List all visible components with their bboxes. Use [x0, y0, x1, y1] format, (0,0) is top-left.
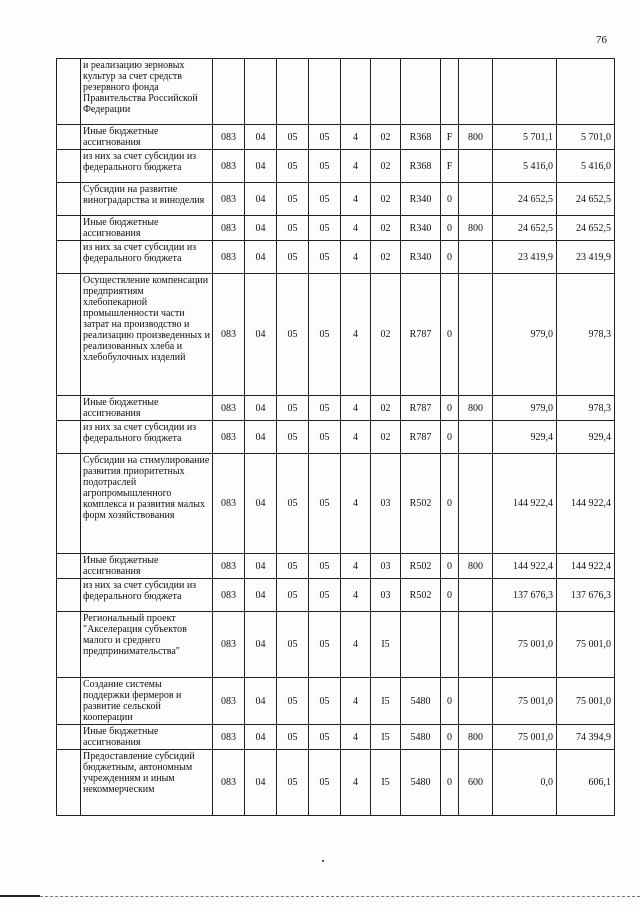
table-row: [57, 59, 615, 125]
row-code-cell-c9: [459, 454, 493, 554]
row-amount-cell-v1: 979,0: [493, 274, 557, 396]
table-row: [57, 678, 615, 725]
row-code-cell-c9: [459, 183, 493, 216]
row-code-cell-c5: 4: [341, 421, 371, 454]
row-blank-cell: [57, 678, 81, 725]
row-code-cell-c2: 04: [245, 725, 277, 750]
row-name-cell: Иные бюджетные ассигнования: [81, 725, 213, 750]
row-amount-cell-v1: 5 416,0: [493, 150, 557, 183]
row-code-cell-c4: 05: [309, 216, 341, 241]
row-amount-cell-v1: [493, 59, 557, 125]
row-code-cell-c8: 0: [441, 396, 459, 421]
row-code-cell-c9: [459, 59, 493, 125]
row-code-cell-c7: 5480: [401, 678, 441, 725]
row-code-cell-c5: 4: [341, 579, 371, 612]
row-code-cell-c4: 05: [309, 421, 341, 454]
row-code-cell-c8: 0: [441, 579, 459, 612]
row-name-cell: Предоставление субсидий бюджетным, автономным учреждениям и иным некоммерческим: [81, 750, 213, 816]
row-code-cell-c5: 4: [341, 216, 371, 241]
row-code-cell-c2: 04: [245, 241, 277, 274]
row-code-cell-c2: 04: [245, 579, 277, 612]
row-code-cell-c8: 0: [441, 183, 459, 216]
row-code-cell-c2: 04: [245, 183, 277, 216]
row-code-cell-c5: [341, 59, 371, 125]
row-code-cell-c4: 05: [309, 554, 341, 579]
row-amount-cell-v2: 5 701,0: [557, 125, 615, 150]
row-code-cell-c9: [459, 612, 493, 678]
row-code-cell-c7: R340: [401, 241, 441, 274]
row-code-cell-c5: 4: [341, 678, 371, 725]
row-code-cell-c5: 4: [341, 750, 371, 816]
row-code-cell-c5: 4: [341, 612, 371, 678]
row-code-cell-c8: 0: [441, 241, 459, 274]
row-amount-cell-v2: 75 001,0: [557, 612, 615, 678]
table-row: [57, 216, 615, 241]
row-code-cell-c9: [459, 421, 493, 454]
row-code-cell-c6: 02: [371, 274, 401, 396]
row-code-cell-c2: 04: [245, 274, 277, 396]
row-amount-cell-v2: 144 922,4: [557, 454, 615, 554]
row-code-cell-c2: 04: [245, 150, 277, 183]
row-code-cell-c3: 05: [277, 554, 309, 579]
row-code-cell-c6: I5: [371, 612, 401, 678]
row-code-cell-c7: 5480: [401, 725, 441, 750]
row-name-cell: Субсидии на развитие виноградарства и виноделия: [81, 183, 213, 216]
row-amount-cell-v1: 929,4: [493, 421, 557, 454]
row-code-cell-c9: 600: [459, 750, 493, 816]
row-code-cell-c7: [401, 612, 441, 678]
row-code-cell-c9: 800: [459, 216, 493, 241]
row-code-cell-c5: 4: [341, 454, 371, 554]
row-code-cell-c8: 0: [441, 554, 459, 579]
table-row: [57, 241, 615, 274]
row-code-cell-c8: 0: [441, 216, 459, 241]
row-code-cell-c3: 05: [277, 579, 309, 612]
row-code-cell-c1: 083: [213, 454, 245, 554]
table-row: [57, 725, 615, 750]
row-code-cell-c9: [459, 150, 493, 183]
row-code-cell-c6: 03: [371, 579, 401, 612]
row-name-cell: Региональный проект "Акселерация субъектов малого и среднего предпринимательства": [81, 612, 213, 678]
row-code-cell-c3: 05: [277, 125, 309, 150]
row-code-cell-c3: 05: [277, 216, 309, 241]
row-code-cell-c3: 05: [277, 150, 309, 183]
row-code-cell-c6: 02: [371, 216, 401, 241]
row-code-cell-c4: 05: [309, 274, 341, 396]
row-blank-cell: [57, 216, 81, 241]
row-blank-cell: [57, 454, 81, 554]
row-blank-cell: [57, 125, 81, 150]
row-code-cell-c3: 05: [277, 421, 309, 454]
row-blank-cell: [57, 396, 81, 421]
row-code-cell-c1: 083: [213, 216, 245, 241]
row-blank-cell: [57, 554, 81, 579]
row-code-cell-c7: R502: [401, 454, 441, 554]
row-code-cell-c1: 083: [213, 725, 245, 750]
row-amount-cell-v1: 75 001,0: [493, 678, 557, 725]
row-name-cell: Осуществление компенсации предприятиям хлебопекарной промышленности части затрат на производство и реализацию произведенных и реализованных хлеба и хлебобулочных изделий: [81, 274, 213, 396]
row-code-cell-c5: 4: [341, 725, 371, 750]
table-row: [57, 454, 615, 554]
row-blank-cell: [57, 612, 81, 678]
row-code-cell-c2: [245, 59, 277, 125]
row-code-cell-c7: R787: [401, 421, 441, 454]
row-name-cell: и реализацию зерновых культур за счет средств резервного фонда Правительства Российской Федерации: [81, 59, 213, 125]
budget-table: [56, 58, 615, 816]
row-amount-cell-v2: [557, 59, 615, 125]
row-code-cell-c7: R502: [401, 579, 441, 612]
row-code-cell-c4: 05: [309, 150, 341, 183]
row-amount-cell-v2: 137 676,3: [557, 579, 615, 612]
row-code-cell-c4: 05: [309, 579, 341, 612]
row-code-cell-c5: 4: [341, 274, 371, 396]
row-amount-cell-v1: 23 419,9: [493, 241, 557, 274]
row-code-cell-c4: 05: [309, 750, 341, 816]
row-code-cell-c9: [459, 579, 493, 612]
row-code-cell-c6: 03: [371, 554, 401, 579]
table-row: [57, 150, 615, 183]
row-code-cell-c1: 083: [213, 396, 245, 421]
row-code-cell-c6: 02: [371, 183, 401, 216]
row-blank-cell: [57, 150, 81, 183]
row-amount-cell-v1: 144 922,4: [493, 454, 557, 554]
row-code-cell-c8: 0: [441, 421, 459, 454]
row-code-cell-c2: 04: [245, 421, 277, 454]
row-amount-cell-v1: 137 676,3: [493, 579, 557, 612]
row-code-cell-c4: [309, 59, 341, 125]
row-blank-cell: [57, 241, 81, 274]
row-code-cell-c3: 05: [277, 241, 309, 274]
row-code-cell-c1: 083: [213, 150, 245, 183]
row-name-cell: из них за счет субсидии из федерального бюджета: [81, 241, 213, 274]
table-row: [57, 579, 615, 612]
bottom-rule-left: [0, 895, 40, 897]
table-row: [57, 421, 615, 454]
row-code-cell-c6: 02: [371, 241, 401, 274]
row-code-cell-c1: 083: [213, 421, 245, 454]
row-code-cell-c3: 05: [277, 454, 309, 554]
row-amount-cell-v2: 24 652,5: [557, 216, 615, 241]
row-code-cell-c7: R502: [401, 554, 441, 579]
row-amount-cell-v2: 144 922,4: [557, 554, 615, 579]
table-row: [57, 274, 615, 396]
row-code-cell-c4: 05: [309, 125, 341, 150]
table-row: [57, 125, 615, 150]
row-code-cell-c1: [213, 59, 245, 125]
row-code-cell-c9: [459, 274, 493, 396]
row-code-cell-c8: 0: [441, 678, 459, 725]
row-code-cell-c1: 083: [213, 183, 245, 216]
row-code-cell-c6: [371, 59, 401, 125]
row-code-cell-c8: F: [441, 150, 459, 183]
row-code-cell-c8: 0: [441, 274, 459, 396]
row-blank-cell: [57, 725, 81, 750]
row-code-cell-c3: 05: [277, 725, 309, 750]
row-code-cell-c5: 4: [341, 241, 371, 274]
row-code-cell-c9: 800: [459, 725, 493, 750]
row-code-cell-c4: 05: [309, 678, 341, 725]
row-code-cell-c6: 02: [371, 125, 401, 150]
row-amount-cell-v1: 24 652,5: [493, 216, 557, 241]
row-blank-cell: [57, 274, 81, 396]
row-code-cell-c1: 083: [213, 750, 245, 816]
row-amount-cell-v1: 5 701,1: [493, 125, 557, 150]
row-code-cell-c8: [441, 612, 459, 678]
row-blank-cell: [57, 579, 81, 612]
row-amount-cell-v1: 0,0: [493, 750, 557, 816]
row-amount-cell-v2: 978,3: [557, 274, 615, 396]
row-code-cell-c5: 4: [341, 150, 371, 183]
row-code-cell-c6: I5: [371, 750, 401, 816]
row-code-cell-c1: 083: [213, 274, 245, 396]
row-amount-cell-v1: 75 001,0: [493, 612, 557, 678]
row-amount-cell-v1: 24 652,5: [493, 183, 557, 216]
row-code-cell-c4: 05: [309, 241, 341, 274]
row-code-cell-c3: [277, 59, 309, 125]
table-row: [57, 554, 615, 579]
row-code-cell-c1: 083: [213, 241, 245, 274]
row-code-cell-c2: 04: [245, 396, 277, 421]
row-amount-cell-v2: 978,3: [557, 396, 615, 421]
row-code-cell-c7: R340: [401, 216, 441, 241]
row-code-cell-c6: 02: [371, 150, 401, 183]
row-amount-cell-v1: 979,0: [493, 396, 557, 421]
row-code-cell-c6: I5: [371, 678, 401, 725]
row-code-cell-c9: 800: [459, 396, 493, 421]
row-code-cell-c1: 083: [213, 125, 245, 150]
row-blank-cell: [57, 750, 81, 816]
row-code-cell-c2: 04: [245, 454, 277, 554]
row-name-cell: Субсидии на стимулирование развития приоритетных подотраслей агропромышленного комплекса и развития малых форм хозяйствования: [81, 454, 213, 554]
table-row: [57, 183, 615, 216]
row-name-cell: из них за счет субсидии из федерального бюджета: [81, 421, 213, 454]
row-code-cell-c5: 4: [341, 125, 371, 150]
row-code-cell-c9: [459, 241, 493, 274]
page-number: 76: [596, 34, 607, 46]
table-row: [57, 396, 615, 421]
row-blank-cell: [57, 183, 81, 216]
row-code-cell-c7: R787: [401, 274, 441, 396]
row-code-cell-c8: 0: [441, 454, 459, 554]
row-amount-cell-v2: 929,4: [557, 421, 615, 454]
row-code-cell-c4: 05: [309, 183, 341, 216]
row-amount-cell-v1: 75 001,0: [493, 725, 557, 750]
row-code-cell-c4: 05: [309, 612, 341, 678]
row-code-cell-c6: I5: [371, 725, 401, 750]
row-code-cell-c4: 05: [309, 396, 341, 421]
row-code-cell-c7: 5480: [401, 750, 441, 816]
row-code-cell-c3: 05: [277, 750, 309, 816]
row-code-cell-c6: 02: [371, 396, 401, 421]
row-code-cell-c3: 05: [277, 183, 309, 216]
row-code-cell-c4: 05: [309, 725, 341, 750]
row-code-cell-c1: 083: [213, 678, 245, 725]
row-code-cell-c5: 4: [341, 183, 371, 216]
row-name-cell: Создание системы поддержки фермеров и развитие сельской кооперации: [81, 678, 213, 725]
row-code-cell-c4: 05: [309, 454, 341, 554]
row-code-cell-c2: 04: [245, 216, 277, 241]
row-code-cell-c2: 04: [245, 750, 277, 816]
row-code-cell-c7: R368: [401, 125, 441, 150]
row-code-cell-c5: 4: [341, 554, 371, 579]
row-code-cell-c7: [401, 59, 441, 125]
row-code-cell-c7: R787: [401, 396, 441, 421]
row-name-cell: Иные бюджетные ассигнования: [81, 216, 213, 241]
row-amount-cell-v2: 75 001,0: [557, 678, 615, 725]
row-name-cell: Иные бюджетные ассигнования: [81, 554, 213, 579]
row-amount-cell-v2: 24 652,5: [557, 183, 615, 216]
table-row: [57, 612, 615, 678]
row-name-cell: из них за счет субсидии из федерального бюджета: [81, 150, 213, 183]
row-code-cell-c2: 04: [245, 554, 277, 579]
row-code-cell-c2: 04: [245, 125, 277, 150]
row-blank-cell: [57, 421, 81, 454]
row-name-cell: Иные бюджетные ассигнования: [81, 125, 213, 150]
row-code-cell-c2: 04: [245, 678, 277, 725]
row-name-cell: Иные бюджетные ассигнования: [81, 396, 213, 421]
row-amount-cell-v2: 606,1: [557, 750, 615, 816]
table-row: [57, 750, 615, 816]
row-name-cell: из них за счет субсидии из федерального бюджета: [81, 579, 213, 612]
row-amount-cell-v2: 74 394,9: [557, 725, 615, 750]
row-code-cell-c3: 05: [277, 396, 309, 421]
bottom-rule: [0, 896, 640, 897]
row-code-cell-c3: 05: [277, 274, 309, 396]
row-code-cell-c8: [441, 59, 459, 125]
row-code-cell-c7: R340: [401, 183, 441, 216]
row-code-cell-c1: 083: [213, 554, 245, 579]
row-code-cell-c2: 04: [245, 612, 277, 678]
row-code-cell-c8: 0: [441, 750, 459, 816]
row-code-cell-c9: [459, 678, 493, 725]
row-code-cell-c5: 4: [341, 396, 371, 421]
row-code-cell-c6: 03: [371, 454, 401, 554]
row-code-cell-c1: 083: [213, 612, 245, 678]
row-code-cell-c3: 05: [277, 612, 309, 678]
row-code-cell-c9: 800: [459, 554, 493, 579]
row-code-cell-c1: 083: [213, 579, 245, 612]
row-amount-cell-v2: 5 416,0: [557, 150, 615, 183]
row-blank-cell: [57, 59, 81, 125]
row-amount-cell-v2: 23 419,9: [557, 241, 615, 274]
row-code-cell-c8: 0: [441, 725, 459, 750]
row-code-cell-c6: 02: [371, 421, 401, 454]
row-amount-cell-v1: 144 922,4: [493, 554, 557, 579]
row-code-cell-c9: 800: [459, 125, 493, 150]
row-code-cell-c3: 05: [277, 678, 309, 725]
row-code-cell-c7: R368: [401, 150, 441, 183]
row-code-cell-c8: F: [441, 125, 459, 150]
scan-dot: [322, 860, 324, 862]
